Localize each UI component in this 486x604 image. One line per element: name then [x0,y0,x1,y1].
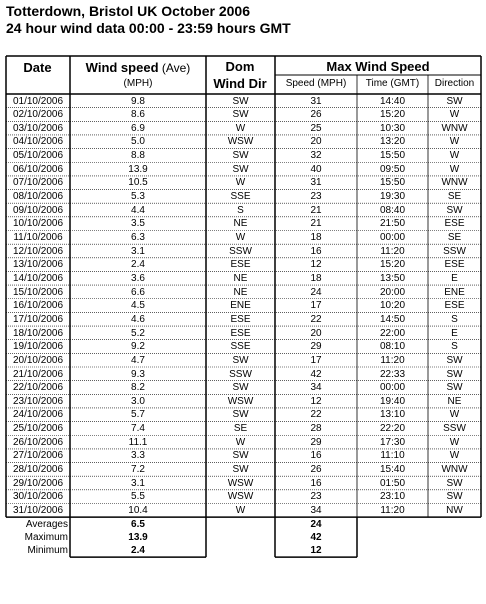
max-direction-cell: NE [447,395,462,407]
avg-speed-cell: 10.4 [128,505,148,516]
summary-avg-speed: 6.5 [131,519,145,531]
date-cell: 04/10/2006 [12,136,64,148]
avg-speed-cell: 5.0 [131,136,145,148]
max-direction-cell: W [449,436,460,448]
header-wind-speed-label: Wind speed [85,60,159,75]
dom-dir-cell: SW [232,450,249,462]
header-wind-speed-suffix: (Ave) [158,61,191,75]
avg-speed-cell: 3.1 [131,477,145,489]
header-wind-dir: Wind Dir [213,76,267,91]
avg-speed-cell: 3.1 [131,245,145,257]
max-speed-cell: 34 [310,382,322,394]
date-cell: 22/10/2006 [12,382,64,394]
avg-speed-cell: 10.5 [128,177,148,189]
date-cell: 27/10/2006 [12,450,64,462]
dom-dir-cell: SW [232,95,249,107]
avg-speed-cell: 6.9 [131,122,145,134]
date-cell: 14/10/2006 [12,272,64,284]
max-speed-cell: 26 [310,464,322,476]
date-cell: 10/10/2006 [12,218,64,230]
max-direction-cell: NW [446,505,463,516]
max-direction-cell: W [449,136,460,148]
dom-dir-cell: W [235,122,246,134]
max-speed-cell: 22 [310,409,322,421]
max-direction-cell: S [451,341,458,353]
date-cell: 07/10/2006 [12,177,64,189]
max-speed-cell: 29 [310,341,322,353]
summary-label: Averages [25,519,68,531]
max-direction-cell: SW [446,491,463,503]
max-time-cell: 00:00 [379,232,406,243]
summary-avg-speed: 2.4 [131,545,145,557]
summary-avg-speed: 13.9 [128,532,148,544]
max-time-cell: 19:30 [379,191,406,203]
dom-dir-cell: WSW [227,491,254,503]
date-cell: 28/10/2006 [12,464,64,476]
dom-dir-cell: SW [232,163,249,175]
avg-speed-cell: 3.0 [131,395,145,407]
dom-dir-cell: SW [232,464,249,476]
max-time-cell: 22:00 [379,327,406,339]
max-time-cell: 08:10 [379,341,406,353]
dom-dir-cell: SW [232,409,249,421]
max-direction-cell: SW [446,204,463,216]
max-speed-cell: 12 [310,259,322,271]
max-time-cell: 11:20 [380,505,405,516]
dom-dir-cell: NE [233,218,248,230]
summary-label: Minimum [27,545,68,557]
date-cell: 05/10/2006 [12,150,64,162]
dom-dir-cell: SSE [230,341,251,353]
max-time-cell: 11:10 [380,450,405,462]
dom-dir-cell: ESE [230,259,251,271]
date-cell: 09/10/2006 [12,204,64,216]
avg-speed-cell: 6.6 [131,286,145,298]
dom-dir-cell: W [235,505,246,516]
header-time-gmt: Time (GMT) [365,78,420,89]
summary-label: Maximum [24,532,68,544]
date-cell: 01/10/2006 [12,95,64,107]
page-title: Totterdown, Bristol UK October 2006 [6,3,250,19]
max-speed-cell: 16 [310,245,322,257]
header-direction: Direction [434,78,475,89]
max-speed-cell: 34 [310,505,322,516]
dom-dir-cell: W [235,232,246,243]
max-time-cell: 09:50 [379,163,406,175]
avg-speed-cell: 11.1 [128,436,148,448]
max-speed-cell: 25 [310,122,322,134]
dom-dir-cell: W [235,436,246,448]
avg-speed-cell: 9.8 [131,95,145,107]
max-speed-cell: 26 [310,109,322,121]
dom-dir-cell: SSE [230,191,251,203]
max-speed-cell: 21 [310,204,322,216]
max-speed-cell: 17 [310,354,322,366]
max-speed-cell: 31 [310,177,322,189]
date-cell: 21/10/2006 [12,368,64,380]
date-cell: 29/10/2006 [12,477,64,489]
dom-dir-cell: SW [232,354,249,366]
max-speed-cell: 23 [310,491,322,503]
dom-dir-cell: SSW [229,245,252,257]
max-time-cell: 20:00 [379,286,406,298]
avg-speed-cell: 9.3 [131,368,145,380]
max-direction-cell: SE [447,232,462,243]
avg-speed-cell: 4.7 [131,354,145,366]
dom-dir-cell: ENE [230,300,251,312]
max-time-cell: 17:30 [379,436,406,448]
date-cell: 17/10/2006 [12,313,64,325]
max-speed-cell: 32 [310,150,322,162]
avg-speed-cell: 9.2 [131,341,145,353]
avg-speed-cell: 3.3 [131,450,145,462]
max-time-cell: 14:40 [379,95,406,107]
max-direction-cell: SSW [443,245,466,257]
date-cell: 30/10/2006 [12,491,64,503]
max-direction-cell: SW [446,477,463,489]
max-speed-cell: 18 [310,232,322,243]
max-direction-cell: W [449,150,460,162]
max-time-cell: 21:50 [379,218,406,230]
header-mph: (MPH) [123,78,153,89]
max-speed-cell: 18 [310,272,322,284]
max-speed-cell: 31 [310,95,322,107]
max-speed-cell: 16 [310,477,322,489]
header-speed-mph: Speed (MPH) [285,78,347,89]
max-direction-cell: SW [446,368,463,380]
max-direction-cell: SW [446,354,463,366]
max-speed-cell: 22 [310,313,322,325]
dom-dir-cell: W [235,177,246,189]
dom-dir-cell: SW [232,150,249,162]
max-time-cell: 10:30 [379,122,406,134]
avg-speed-cell: 8.6 [131,109,145,121]
dom-dir-cell: SW [232,109,249,121]
max-time-cell: 13:10 [379,409,406,421]
avg-speed-cell: 5.2 [131,327,145,339]
avg-speed-cell: 4.5 [131,300,145,312]
max-time-cell: 08:40 [379,204,406,216]
date-cell: 13/10/2006 [12,259,64,271]
max-direction-cell: W [449,409,460,421]
max-direction-cell: E [451,327,458,339]
avg-speed-cell: 5.7 [131,409,145,421]
avg-speed-cell: 2.4 [131,259,145,271]
summary-max-speed: 24 [310,519,322,531]
date-cell: 16/10/2006 [12,300,64,312]
summary-max-speed: 42 [310,532,322,544]
max-direction-cell: ESE [444,300,465,312]
dom-dir-cell: WSW [227,477,254,489]
max-direction-cell: WNW [441,122,468,134]
dom-dir-cell: WSW [227,395,254,407]
date-cell: 06/10/2006 [12,163,64,175]
date-cell: 11/10/2006 [13,232,63,243]
max-speed-cell: 20 [310,327,322,339]
dom-dir-cell: SSW [229,368,252,380]
dom-dir-cell: SE [233,423,248,435]
date-cell: 12/10/2006 [12,245,64,257]
max-direction-cell: W [449,163,460,175]
max-direction-cell: S [451,313,458,325]
max-time-cell: 15:20 [379,109,406,121]
max-time-cell: 15:50 [379,177,406,189]
date-cell: 18/10/2006 [12,327,64,339]
max-speed-cell: 16 [310,450,322,462]
max-speed-cell: 23 [310,191,322,203]
max-speed-cell: 29 [310,436,322,448]
avg-speed-cell: 4.6 [131,313,145,325]
header-dom: Dom [225,59,255,74]
max-time-cell: 11:20 [380,354,405,366]
max-direction-cell: SSW [443,423,466,435]
dom-dir-cell: ESE [230,327,251,339]
dom-dir-cell: SW [232,382,249,394]
date-cell: 31/10/2006 [12,505,64,516]
dom-dir-cell: NE [233,286,248,298]
date-cell: 24/10/2006 [12,409,64,421]
max-time-cell: 15:20 [379,259,406,271]
avg-speed-cell: 3.5 [131,218,145,230]
max-direction-cell: W [449,109,460,121]
dom-dir-cell: WSW [227,136,254,148]
avg-speed-cell: 7.2 [131,464,145,476]
max-speed-cell: 40 [310,163,322,175]
max-speed-cell: 28 [310,423,322,435]
max-time-cell: 11:20 [380,245,405,257]
dom-dir-cell: S [237,204,244,216]
date-cell: 15/10/2006 [12,286,64,298]
max-speed-cell: 21 [310,218,322,230]
header-max-wind-speed: Max Wind Speed [326,59,430,74]
avg-speed-cell: 8.8 [131,150,145,162]
avg-speed-cell: 4.4 [131,204,145,216]
date-cell: 23/10/2006 [12,395,64,407]
max-time-cell: 22:20 [379,423,406,435]
max-time-cell: 13:20 [379,136,406,148]
avg-speed-cell: 6.3 [131,232,145,243]
page-subtitle: 24 hour wind data 00:00 - 23:59 hours GMT [6,20,291,36]
max-speed-cell: 24 [310,286,322,298]
max-direction-cell: E [451,272,458,284]
max-speed-cell: 42 [310,368,322,380]
date-cell: 26/10/2006 [12,436,64,448]
date-cell: 19/10/2006 [12,341,64,353]
avg-speed-cell: 7.4 [131,423,145,435]
avg-speed-cell: 8.2 [131,382,145,394]
max-direction-cell: ENE [444,286,465,298]
max-direction-cell: SE [447,191,462,203]
date-cell: 25/10/2006 [12,423,64,435]
max-speed-cell: 20 [310,136,322,148]
max-time-cell: 00:00 [379,382,406,394]
header-date: Date [23,60,52,75]
max-time-cell: 22:33 [379,368,406,380]
date-cell: 03/10/2006 [12,122,64,134]
avg-speed-cell: 3.6 [131,272,145,284]
avg-speed-cell: 5.3 [131,191,145,203]
max-time-cell: 01:50 [379,477,406,489]
max-direction-cell: ESE [444,218,465,230]
max-direction-cell: WNW [441,177,468,189]
max-time-cell: 15:40 [379,464,406,476]
max-time-cell: 13:50 [379,272,406,284]
date-cell: 08/10/2006 [12,191,64,203]
max-time-cell: 19:40 [379,395,406,407]
dom-dir-cell: NE [233,272,248,284]
summary-max-speed: 12 [310,545,322,557]
max-direction-cell: ESE [444,259,465,271]
max-direction-cell: SW [446,382,463,394]
date-cell: 02/10/2006 [12,109,64,121]
max-speed-cell: 12 [310,395,322,407]
max-time-cell: 23:10 [379,491,406,503]
max-direction-cell: WNW [441,464,468,476]
max-direction-cell: W [449,450,460,462]
avg-speed-cell: 5.5 [131,491,145,503]
max-time-cell: 15:50 [379,150,406,162]
max-time-cell: 14:50 [379,313,406,325]
dom-dir-cell: ESE [230,313,251,325]
max-direction-cell: SW [446,95,463,107]
header-wind-speed [70,59,206,77]
date-cell: 20/10/2006 [12,354,64,366]
avg-speed-cell: 13.9 [128,163,148,175]
max-time-cell: 10:20 [379,300,406,312]
max-speed-cell: 17 [310,300,322,312]
